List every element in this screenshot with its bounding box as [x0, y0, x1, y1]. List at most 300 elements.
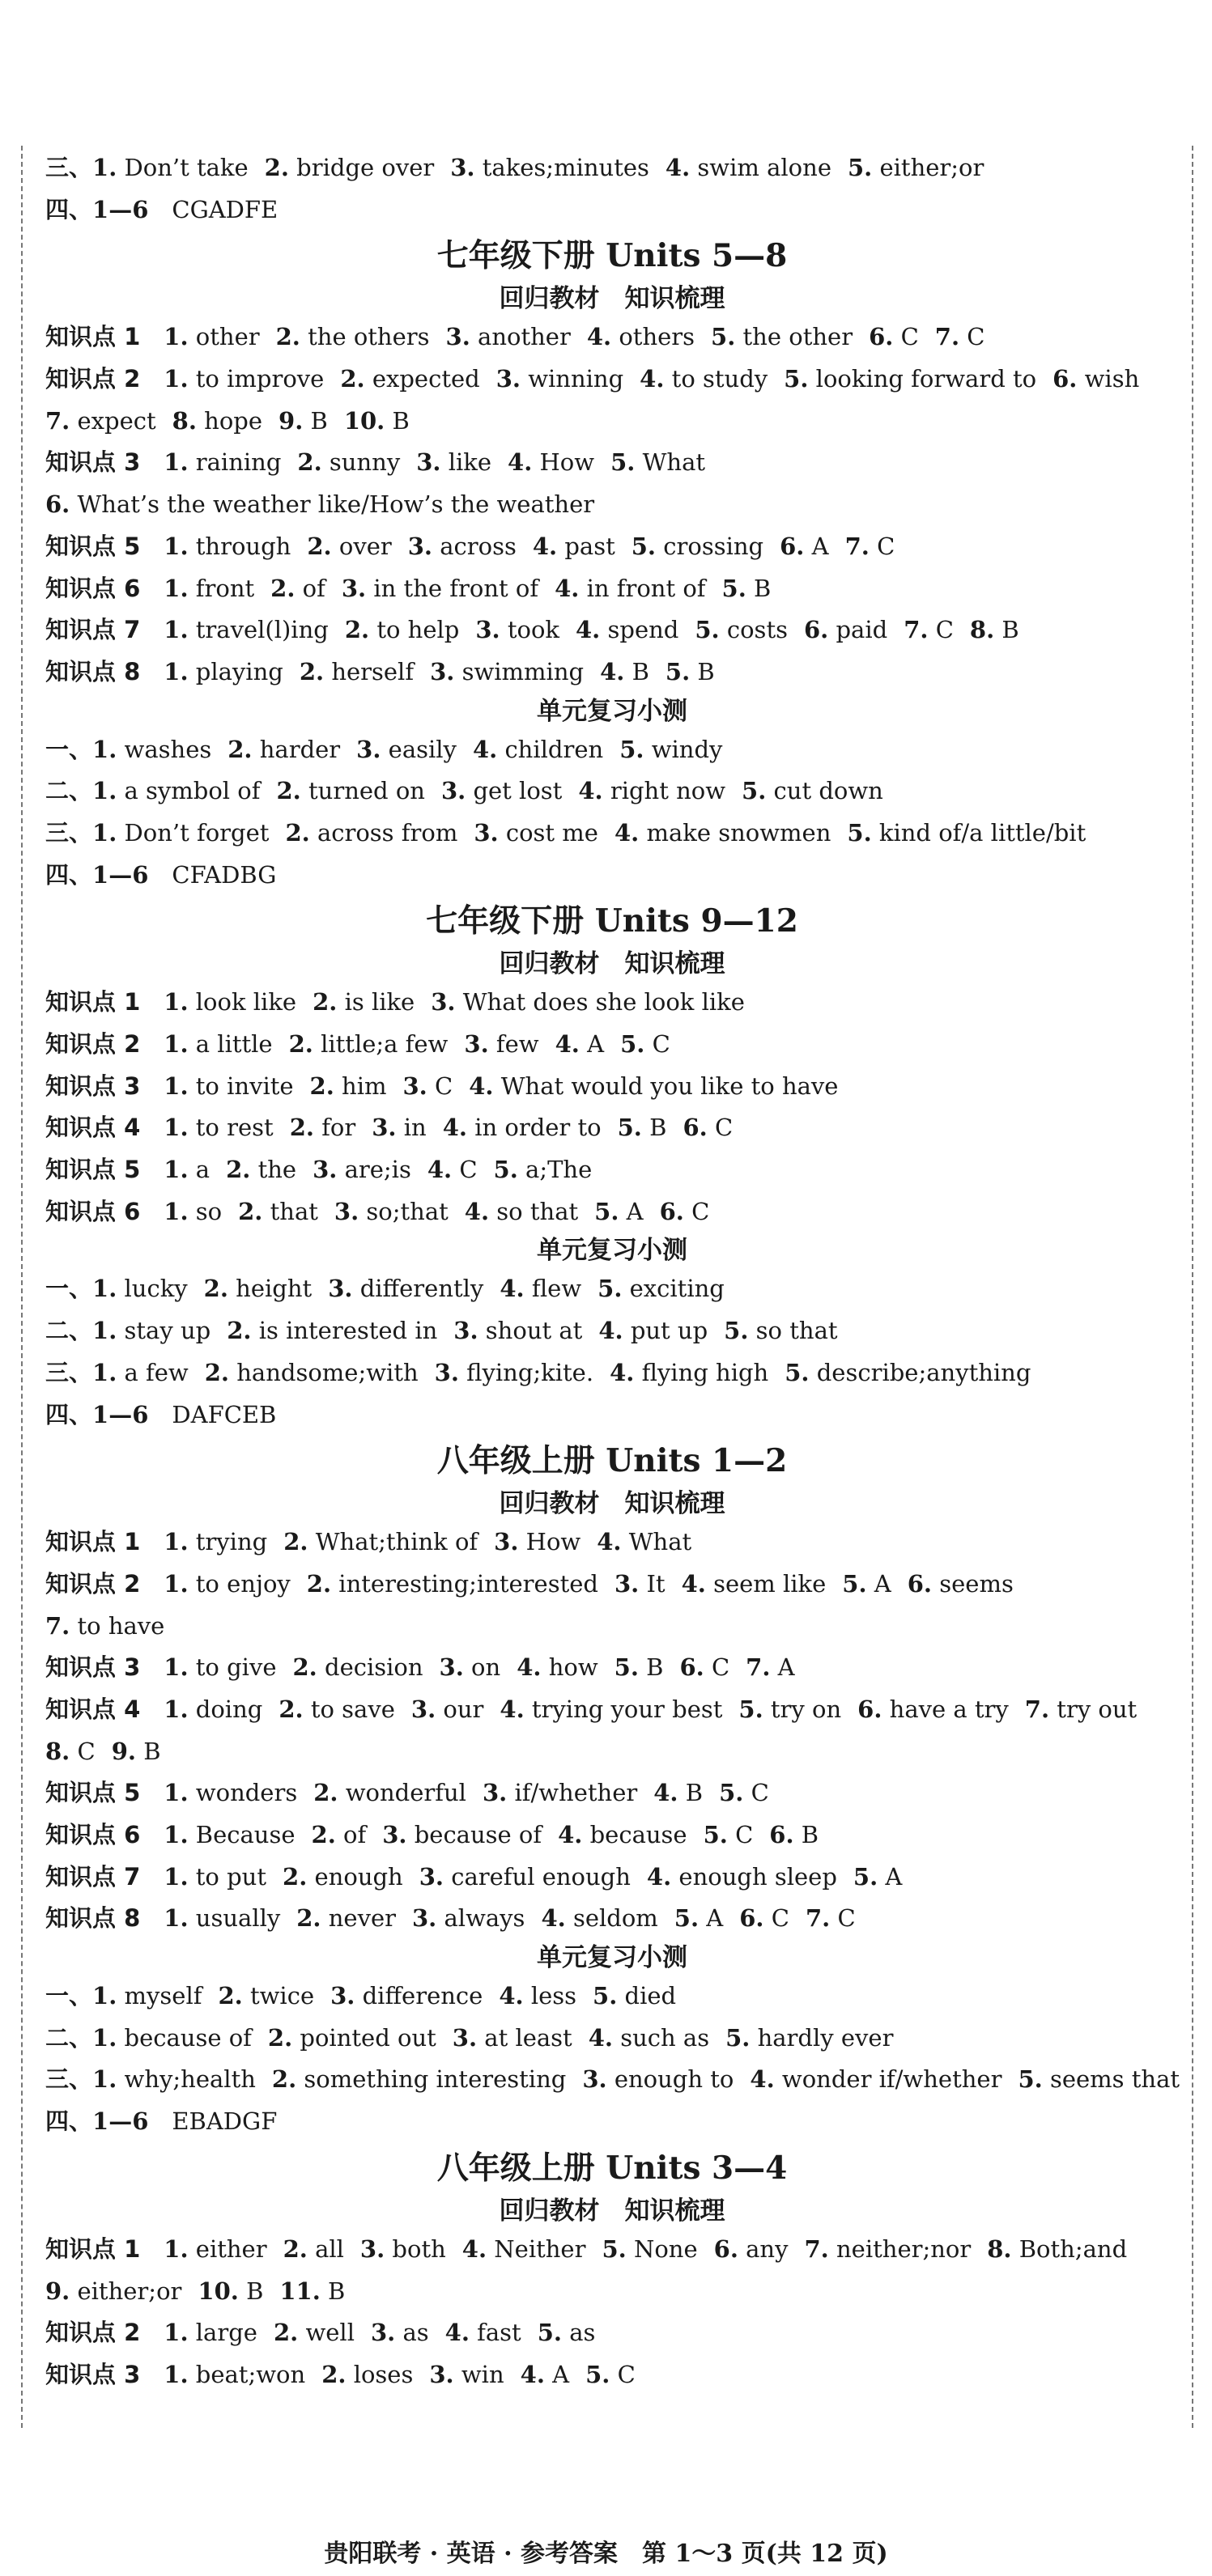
answer-item	[935, 323, 985, 350]
item-answer: C	[77, 1737, 96, 1765]
answer-item	[615, 819, 831, 847]
answer-line	[45, 147, 1179, 189]
item-answer: the others	[308, 323, 430, 351]
answer-item	[750, 2065, 1001, 2093]
item-answer: few	[495, 1030, 539, 1058]
answer-item	[164, 2361, 305, 2388]
item-number: 1.	[164, 1072, 189, 1100]
item-answer: wonder if/whether	[781, 2065, 1002, 2094]
answer-line	[45, 651, 1179, 694]
answer-item	[313, 1156, 411, 1183]
answer-line	[45, 1521, 1179, 1564]
item-answer: A	[626, 1197, 644, 1225]
answer-item	[450, 154, 649, 181]
item-answer: for	[321, 1114, 356, 1142]
item-answer: paid	[836, 616, 888, 644]
item-number: 3.	[445, 323, 470, 351]
item-number: 3.	[334, 1197, 359, 1225]
item-answer: harder	[259, 735, 341, 763]
answer-item	[908, 1570, 1014, 1598]
item-answer: because of	[414, 1821, 542, 1848]
answer-item	[647, 1863, 837, 1891]
item-number: 1.	[92, 2065, 117, 2094]
item-number: 7.	[804, 2234, 829, 2263]
item-answer: Neither	[494, 2234, 586, 2263]
item-number: 3.	[410, 1695, 436, 1723]
item-answer: seems that	[1049, 2065, 1180, 2094]
item-number: 3.	[430, 657, 455, 685]
answer-label: 知识点 6	[45, 574, 141, 602]
answer-item	[474, 819, 598, 847]
answer-item	[164, 1695, 262, 1723]
answer-item	[164, 2235, 266, 2263]
item-number: 5.	[721, 574, 746, 602]
item-number: 6.	[803, 616, 829, 644]
item-answer: B	[685, 1779, 704, 1807]
item-number: 4.	[576, 616, 601, 644]
item-answer: any	[746, 2234, 789, 2263]
item-answer: crossing	[663, 532, 764, 560]
item-answer: our	[443, 1695, 484, 1723]
item-answer: A	[885, 1862, 903, 1891]
item-answer: loses	[353, 2360, 414, 2388]
item-number: 2.	[344, 616, 370, 644]
answer-item	[164, 2319, 257, 2346]
item-number: 9.	[111, 1737, 136, 1765]
item-answer: is like	[344, 988, 415, 1016]
item-number: 3.	[382, 1821, 407, 1848]
item-number: 2.	[275, 323, 300, 351]
answer-item	[411, 1695, 484, 1723]
answer-line	[45, 982, 1179, 1024]
answer-line	[45, 2271, 1179, 2313]
item-answer: C	[652, 1030, 670, 1058]
item-answer: a;The	[525, 1156, 593, 1184]
answer-item	[711, 323, 853, 350]
item-answer: What	[628, 1528, 692, 1556]
item-answer: neither;nor	[836, 2234, 972, 2263]
answer-item	[412, 1904, 525, 1932]
item-number: 4.	[555, 1030, 580, 1058]
answer-line	[45, 1066, 1179, 1108]
item-number: 4.	[444, 2319, 470, 2347]
answer-label: 知识点 3	[45, 1653, 141, 1682]
item-answer: B	[697, 657, 715, 685]
answer-line	[45, 2229, 1179, 2271]
item-number: 4.	[508, 448, 533, 477]
answer-item	[987, 2235, 1127, 2263]
item-answer: in front of	[586, 574, 706, 602]
answer-item	[494, 1528, 580, 1555]
item-number: 1.	[164, 365, 189, 393]
answer-item	[500, 1275, 581, 1302]
answer-item	[164, 1198, 222, 1225]
answer-item	[276, 323, 430, 350]
item-answer: put up	[630, 1317, 708, 1345]
item-number: 1.	[164, 988, 189, 1016]
item-number: 2.	[226, 1156, 251, 1184]
answer-item	[321, 2361, 413, 2388]
answer-item	[462, 2235, 586, 2263]
answer-item	[279, 407, 328, 435]
answer-item	[499, 1982, 576, 2009]
item-number: 2.	[309, 1072, 334, 1100]
item-answer: why;health	[124, 2065, 256, 2094]
item-answer: so that	[496, 1197, 579, 1225]
item-answer: flying;kite.	[466, 1358, 594, 1386]
item-answer: What	[642, 448, 706, 477]
item-number: 4.	[588, 2023, 613, 2052]
item-number: 1.	[164, 1030, 189, 1058]
answer-label: 一、	[45, 735, 93, 763]
item-answer: seldom	[572, 1904, 658, 1933]
item-answer: sunny	[329, 448, 401, 477]
answer-item	[164, 1653, 276, 1681]
answer-item	[164, 323, 259, 350]
item-answer: as	[569, 2319, 596, 2347]
item-answer: C	[935, 616, 954, 644]
answer-item	[164, 1030, 272, 1058]
item-answer: so	[195, 1197, 223, 1225]
item-answer: myself	[124, 1982, 202, 2010]
answer-item	[300, 658, 414, 685]
item-number: 6.	[780, 532, 805, 560]
answer-label: 三、	[45, 2065, 93, 2094]
answer-item	[92, 196, 278, 223]
answer-content	[45, 147, 1179, 2396]
item-answer: such as	[620, 2023, 710, 2052]
answer-item	[847, 819, 1086, 847]
item-answer: another	[478, 323, 571, 351]
item-number: 5.	[695, 616, 720, 644]
item-number: 5.	[719, 1779, 744, 1807]
answer-item	[342, 575, 538, 602]
item-number: 3.	[582, 2065, 607, 2094]
item-number: 3.	[614, 1569, 640, 1598]
answer-item	[597, 1528, 691, 1555]
item-number: 7.	[45, 406, 70, 435]
answer-line	[45, 1107, 1179, 1149]
item-answer: how	[548, 1653, 598, 1682]
answer-item	[272, 2065, 566, 2093]
answer-line	[45, 1149, 1179, 1191]
answer-item	[521, 2361, 569, 2388]
item-number: 7.	[904, 616, 929, 644]
answer-item	[970, 616, 1019, 643]
item-number: 2.	[270, 574, 296, 602]
item-number: 5.	[842, 1569, 867, 1598]
answer-item	[593, 1982, 676, 2009]
answer-line	[45, 1268, 1179, 1310]
answer-item	[582, 2065, 734, 2093]
answer-label: 知识点 3	[45, 2360, 141, 2388]
item-answer: What does she look like	[462, 988, 745, 1016]
answer-item	[360, 2235, 446, 2263]
answer-item	[164, 1114, 273, 1141]
item-number: 6.	[857, 1695, 882, 1723]
answer-line	[45, 1564, 1179, 1606]
item-answer: is interested in	[258, 1317, 438, 1345]
answer-item	[443, 1114, 602, 1141]
item-number: 4.	[598, 1317, 623, 1345]
item-answer: so that	[755, 1317, 838, 1345]
item-answer: look like	[195, 988, 297, 1016]
item-number: 4.	[555, 574, 580, 602]
item-answer: across	[440, 532, 517, 560]
section-subheading: 单元复习小测	[537, 1943, 687, 1973]
item-answer: careful enough	[451, 1862, 631, 1891]
item-answer: A	[587, 1030, 605, 1058]
item-number: 10.	[343, 406, 385, 435]
answer-line	[45, 2312, 1179, 2354]
left-dashed-rule	[21, 146, 23, 2428]
item-number: 4.	[472, 735, 498, 763]
item-answer: past	[564, 532, 615, 560]
item-number: 2.	[276, 777, 301, 805]
item-answer: large	[195, 2319, 257, 2347]
answer-label: 四、	[45, 1400, 93, 1428]
answer-item	[112, 1738, 161, 1765]
item-answer: less	[530, 1982, 577, 2010]
answer-item	[218, 1982, 314, 2009]
answer-item	[403, 1072, 453, 1100]
item-number: 6.	[679, 1653, 704, 1682]
item-answer: other	[195, 323, 260, 351]
item-number: 2.	[299, 657, 325, 685]
answer-label: 三、	[45, 818, 93, 847]
item-number: 3.	[372, 1114, 397, 1142]
item-answer: little;a few	[321, 1030, 449, 1058]
item-answer: travel(l)ing	[195, 616, 329, 644]
item-answer: expect	[77, 406, 156, 435]
item-answer: are;is	[344, 1156, 411, 1184]
answer-line	[45, 2059, 1179, 2101]
answer-item	[265, 154, 435, 181]
item-number: 4.	[586, 323, 612, 351]
answer-item	[419, 1863, 631, 1891]
item-number: 1.	[92, 1982, 117, 2010]
item-number: 1.	[164, 532, 189, 560]
item-number: 5.	[738, 1695, 763, 1723]
answer-line	[45, 316, 1179, 359]
answer-item	[453, 2024, 572, 2052]
item-number: 5.	[617, 1114, 642, 1142]
item-answer: flew	[531, 1275, 582, 1303]
item-answer: children	[504, 735, 604, 763]
answer-item	[704, 1821, 754, 1848]
item-number: 6.	[869, 323, 894, 351]
section-subheading: 回归教材 知识梳理	[499, 1489, 725, 1519]
item-answer: at least	[484, 2023, 572, 2052]
item-number: 1.	[164, 1569, 189, 1598]
answer-item	[804, 616, 887, 643]
answer-label: 知识点 8	[45, 657, 141, 685]
answer-item	[92, 1982, 202, 2009]
answer-item	[283, 1863, 403, 1891]
item-answer: A	[706, 1904, 724, 1933]
answer-item	[602, 2235, 697, 2263]
item-answer: trying	[195, 1528, 268, 1556]
answer-item	[290, 1114, 356, 1141]
item-number: 5.	[631, 532, 657, 560]
item-answer: easily	[388, 735, 457, 763]
section-subheading: 回归教材 知识梳理	[499, 284, 725, 314]
answer-item	[610, 448, 705, 476]
item-number: 5.	[784, 365, 809, 393]
section-subheading: 回归教材 知识梳理	[499, 949, 725, 979]
answer-item	[1018, 2065, 1180, 2093]
item-answer: well	[305, 2319, 355, 2347]
item-answer: How	[539, 448, 595, 477]
item-number: 2.	[306, 1569, 332, 1598]
item-number: 9.	[279, 406, 304, 435]
item-answer: lucky	[124, 1275, 188, 1303]
item-number: 4.	[461, 2234, 487, 2263]
item-number: 3.	[494, 1528, 519, 1556]
item-number: 1.	[92, 1275, 117, 1303]
item-number: 5.	[665, 657, 691, 685]
answer-item	[45, 407, 156, 435]
section-heading: 八年级上册 Units 1—2	[436, 1442, 788, 1480]
item-answer: cut down	[773, 777, 883, 805]
answer-line	[45, 484, 1179, 526]
answer-line	[45, 1647, 1179, 1689]
answer-item	[441, 777, 562, 804]
answer-item	[164, 1904, 280, 1932]
item-answer: C	[751, 1779, 769, 1807]
answer-item	[618, 1114, 667, 1141]
section-subheading: 单元复习小测	[537, 696, 687, 726]
item-number: 4.	[614, 818, 640, 847]
answer-item	[92, 154, 249, 181]
item-answer: because of	[124, 2023, 252, 2052]
answer-item	[408, 533, 517, 560]
item-answer: never	[328, 1904, 396, 1933]
item-answer: on	[471, 1653, 501, 1682]
answer-item	[164, 575, 254, 602]
answer-item	[279, 1695, 395, 1723]
item-answer: like	[448, 448, 492, 477]
answer-label: 一、	[45, 1275, 93, 1303]
answer-label: 知识点 2	[45, 365, 141, 393]
item-answer: B	[1001, 616, 1019, 644]
answer-item	[205, 1359, 419, 1386]
answer-label: 知识点 1	[45, 2234, 141, 2263]
answer-item	[576, 616, 678, 643]
answer-line	[45, 1191, 1179, 1233]
item-number: 7.	[844, 532, 870, 560]
item-number: 1.	[164, 1653, 189, 1682]
answer-item	[619, 736, 722, 763]
item-number: 1.	[164, 657, 189, 685]
answer-item	[475, 616, 559, 643]
answer-item	[785, 1359, 1031, 1386]
item-number: 1.	[164, 1695, 189, 1723]
answer-item	[1053, 365, 1139, 393]
item-answer: of	[302, 574, 325, 602]
answer-item	[683, 1114, 733, 1141]
answer-line	[45, 359, 1179, 401]
answer-item	[274, 2319, 355, 2346]
item-answer: C	[711, 1653, 730, 1682]
item-number: 1.	[164, 616, 189, 644]
answer-item	[453, 1317, 582, 1344]
answer-item	[227, 1317, 437, 1344]
item-answer: Because	[195, 1821, 296, 1848]
answer-line	[45, 401, 1179, 443]
answer-item	[293, 1653, 423, 1681]
item-number: 2.	[313, 1779, 338, 1807]
item-number: 7.	[746, 1653, 771, 1682]
answer-item	[587, 323, 695, 350]
item-answer: Both;and	[1019, 2234, 1128, 2263]
item-answer: interesting;interested	[338, 1569, 598, 1598]
answer-item	[238, 1198, 318, 1225]
answer-label: 二、	[45, 777, 93, 805]
item-number: 6.	[45, 490, 70, 519]
answer-item	[45, 490, 594, 518]
answer-item	[431, 988, 745, 1016]
item-number: 2.	[204, 1358, 230, 1386]
item-answer: B	[143, 1737, 161, 1765]
item-answer: exciting	[629, 1275, 725, 1303]
item-number: 3.	[341, 574, 367, 602]
item-number: 5.	[594, 1197, 619, 1225]
item-number: 4.	[442, 1114, 467, 1142]
answer-item	[653, 1779, 703, 1806]
item-number: 2.	[279, 1695, 304, 1723]
answer-item	[204, 1275, 313, 1302]
answer-item	[268, 2024, 436, 2052]
item-number: 4.	[499, 1982, 524, 2010]
answer-label: 三、	[45, 154, 93, 181]
answer-item	[440, 1653, 501, 1681]
item-number: 1—6	[92, 860, 149, 889]
item-number: 1—6	[92, 1400, 149, 1428]
item-answer: DAFCEB	[172, 1400, 277, 1428]
answer-item	[416, 448, 491, 476]
item-number: 2.	[271, 2065, 297, 2094]
item-answer: turned on	[308, 777, 425, 805]
item-number: 8.	[45, 1737, 70, 1765]
item-answer: hardly ever	[757, 2023, 894, 2052]
item-number: 3.	[356, 735, 381, 763]
answer-label: 知识点 3	[45, 448, 141, 477]
item-number: 3.	[434, 1358, 459, 1386]
item-number: 1.	[164, 2319, 189, 2347]
answer-item	[164, 1863, 266, 1891]
item-number: 2.	[238, 1197, 263, 1225]
item-answer: B	[754, 574, 772, 602]
item-number: 2.	[283, 1528, 308, 1556]
answer-label: 知识点 7	[45, 1862, 141, 1891]
answer-item	[610, 1359, 768, 1386]
item-number: 4.	[541, 1904, 566, 1933]
answer-line	[45, 855, 1179, 897]
answer-item	[45, 1612, 164, 1640]
item-number: 7.	[805, 1904, 831, 1933]
item-answer: so;that	[366, 1197, 449, 1225]
item-number: 6.	[739, 1904, 764, 1933]
answer-item	[92, 2065, 256, 2093]
item-answer: doing	[195, 1695, 263, 1723]
item-number: 5.	[674, 1904, 700, 1933]
item-number: 8.	[172, 406, 197, 435]
item-answer: others	[619, 323, 695, 351]
item-answer: either;or	[77, 2277, 182, 2305]
answer-item	[92, 777, 260, 804]
answer-label: 知识点 4	[45, 1695, 141, 1723]
